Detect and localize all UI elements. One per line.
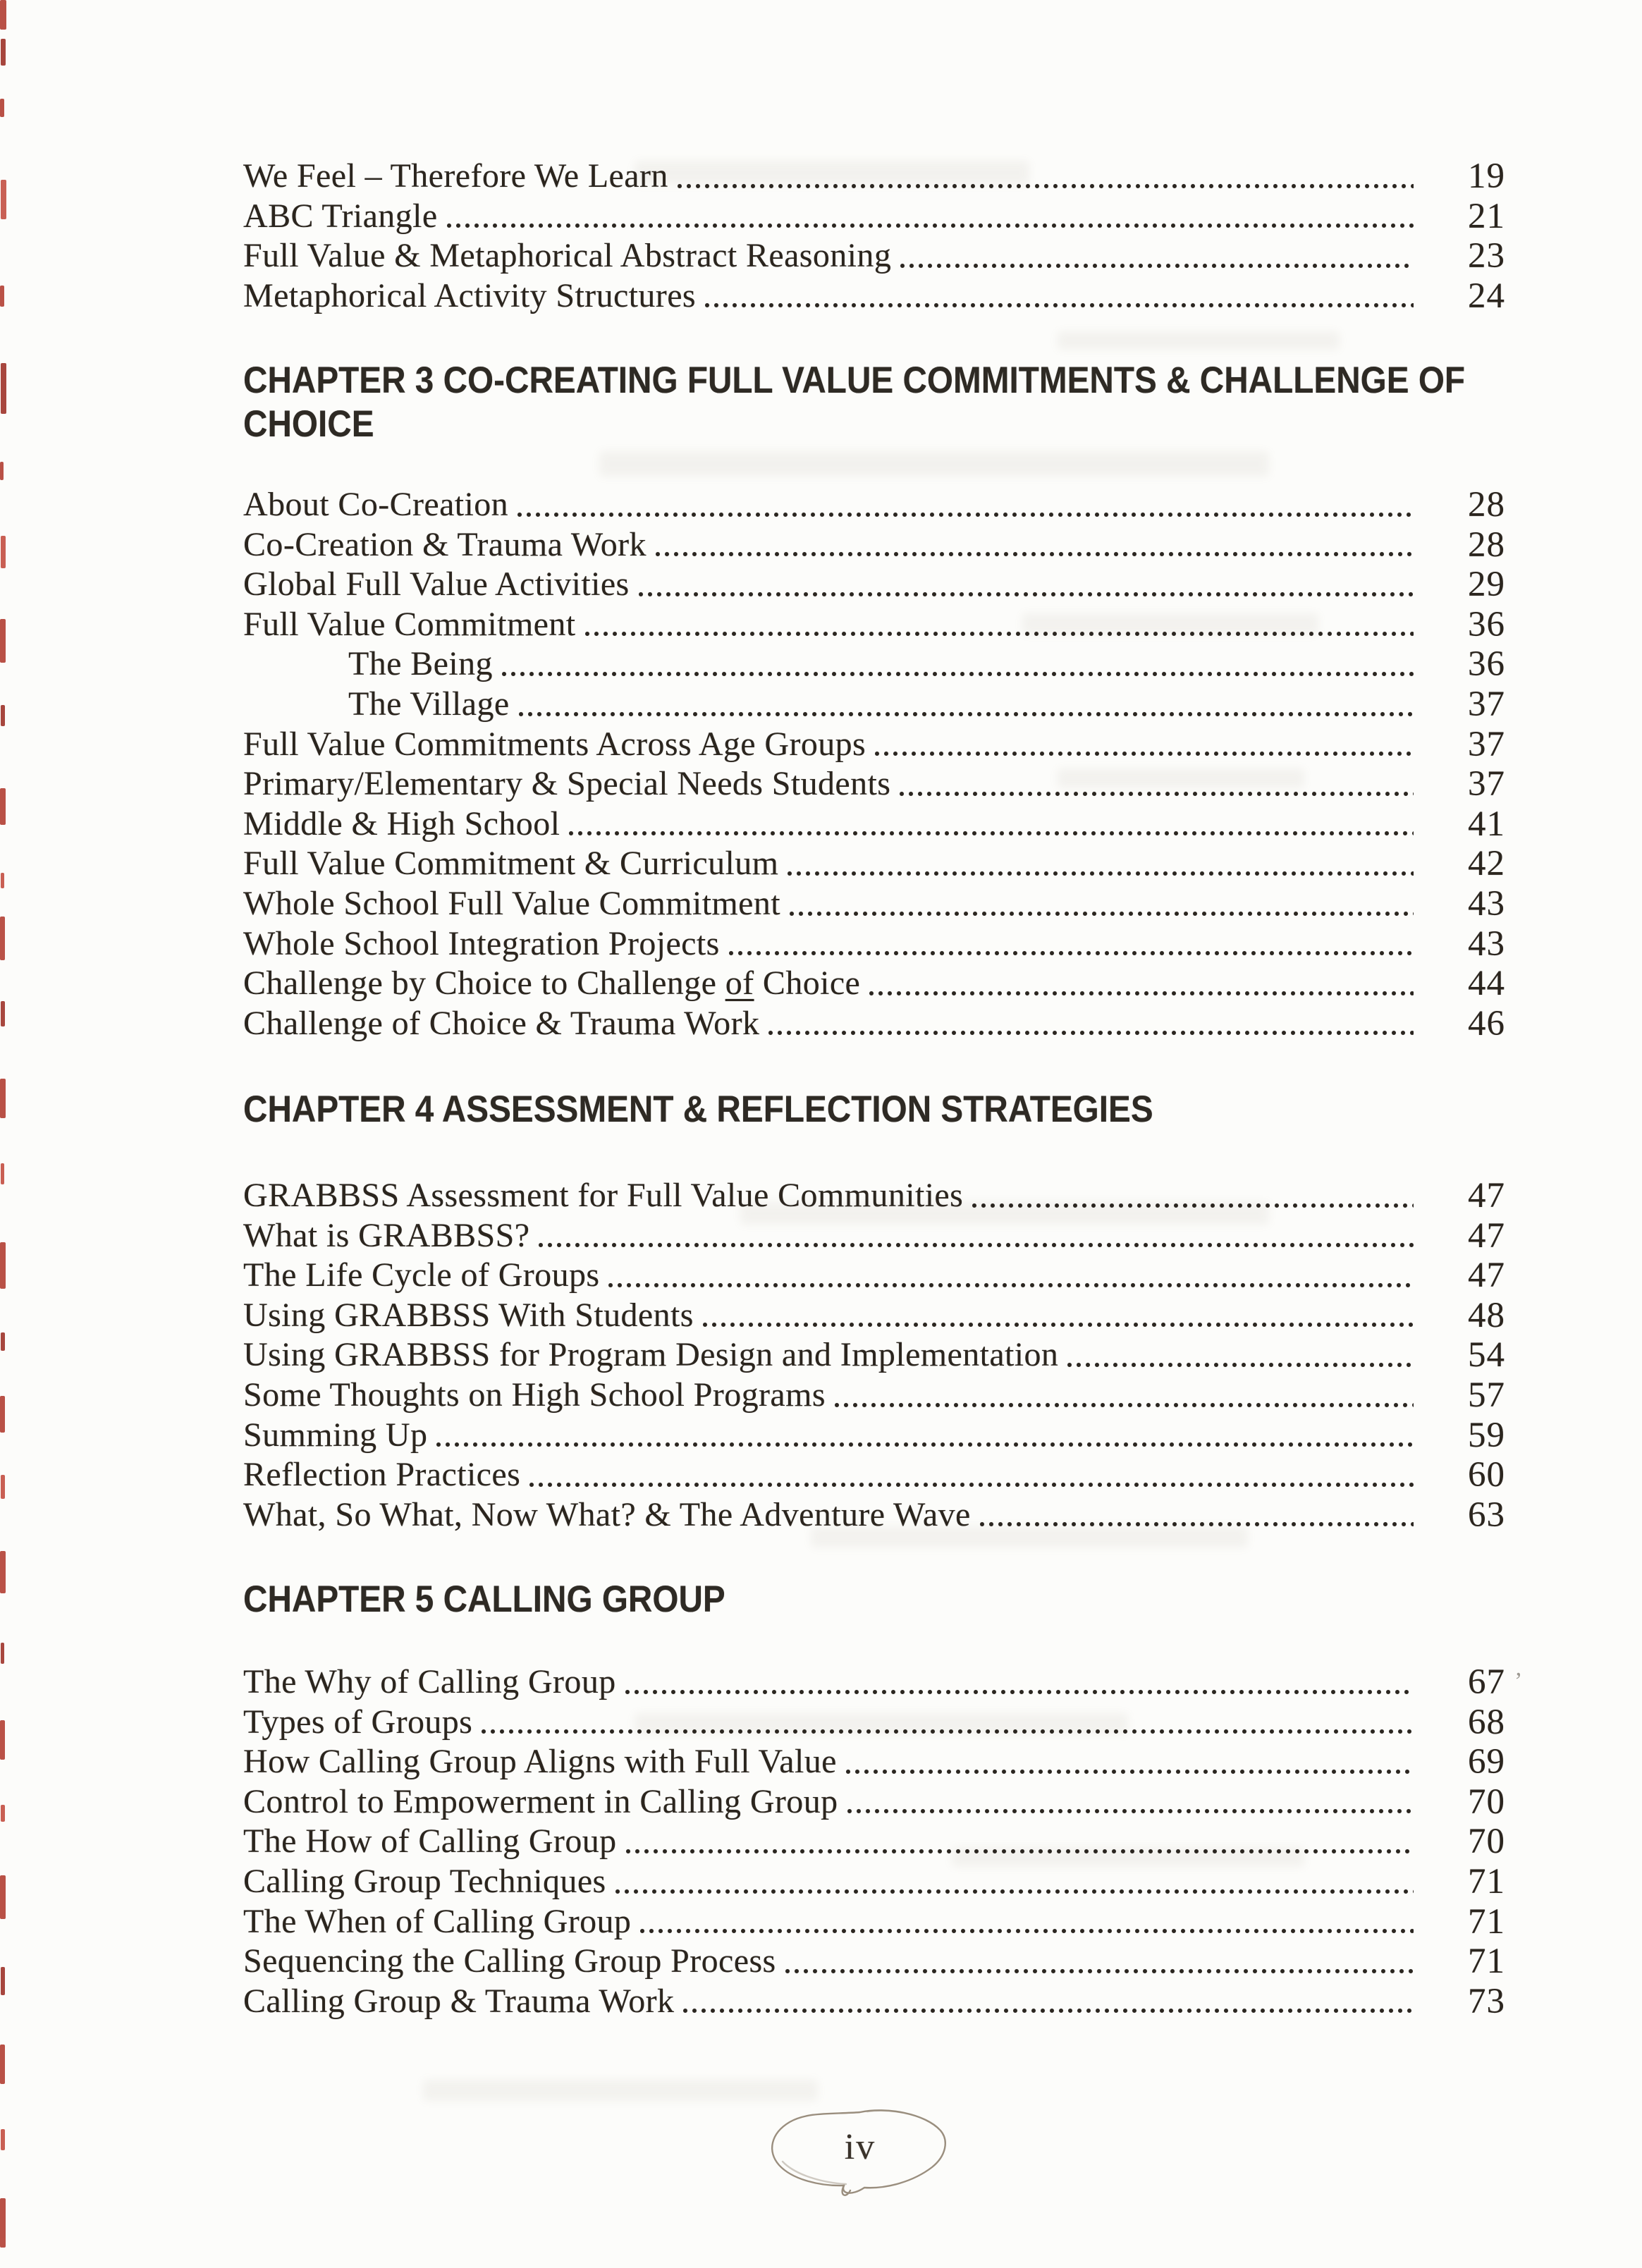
pen-tick-mark: ’ (1514, 1668, 1523, 1694)
toc-entry (243, 1416, 1505, 1456)
page-number: 59 (1468, 1415, 1505, 1455)
page-number: 63 (1468, 1495, 1505, 1535)
page-number: 28 (1468, 525, 1505, 565)
toc-entry (243, 1375, 1505, 1416)
chapter-heading-line: CHAPTER 4 ASSESSMENT & REFLECTION STRATEGIES (243, 1089, 1153, 1130)
toc-entry-label: Reflection Practices (243, 1456, 521, 1494)
dot-leader (837, 1742, 1429, 1782)
label-text: Challenge by Choice to Challenge (243, 964, 725, 1003)
toc-entry (243, 1004, 1505, 1044)
dot-leader (606, 1862, 1429, 1902)
toc-entry (243, 1335, 1505, 1375)
toc-entry-list (243, 1176, 1505, 1535)
page-number: 71 (1468, 1901, 1505, 1942)
page-number: 73 (1468, 1981, 1505, 2021)
page-number: 37 (1468, 724, 1505, 764)
toc-entry (243, 924, 1505, 964)
page-number: 57 (1468, 1375, 1505, 1415)
toc-entry (243, 964, 1505, 1004)
toc-entry-label: The How of Calling Group (243, 1822, 617, 1861)
underlined-word: of (725, 964, 754, 1003)
toc-entry (243, 1296, 1505, 1336)
dot-leader (890, 764, 1429, 804)
toc-entry (243, 605, 1505, 645)
dot-leader (472, 1703, 1429, 1743)
dot-leader (971, 1495, 1429, 1536)
page-number: 68 (1468, 1702, 1505, 1742)
page-number: 70 (1468, 1782, 1505, 1822)
toc-entry-label: Global Full Value Activities (243, 565, 630, 603)
toc-entry (243, 1782, 1505, 1822)
toc-entry (243, 1256, 1505, 1296)
toc-entry-label: The Life Cycle of Groups (243, 1256, 600, 1294)
page-number: 71 (1468, 1942, 1505, 1982)
toc-entry-label: The Being (348, 645, 493, 683)
toc-entry-label: Using GRABBSS for Program Design and Implementation (243, 1336, 1059, 1374)
dot-leader (630, 565, 1429, 605)
toc-entry-label: How Calling Group Aligns with Full Value (243, 1743, 837, 1781)
toc-entry-list (243, 485, 1505, 1043)
dot-leader (963, 1176, 1429, 1216)
dot-leader (696, 276, 1429, 317)
label-text: Choice (754, 964, 861, 1003)
toc-entry (243, 804, 1505, 845)
toc-entry (243, 1902, 1505, 1942)
toc-entry (243, 1942, 1505, 1982)
toc-entry (243, 565, 1505, 605)
page-number: 47 (1468, 1215, 1505, 1256)
bleedthrough-smudge (1058, 331, 1340, 350)
toc-entry-label: We Feel – Therefore We Learn (243, 157, 668, 195)
toc-entry-label: Sequencing the Calling Group Process (243, 1942, 776, 1980)
page-number: 21 (1468, 196, 1505, 236)
page-number: 41 (1468, 804, 1505, 844)
dot-leader (647, 525, 1429, 565)
toc-entry-label: Full Value Commitment & Curriculum (243, 845, 779, 883)
toc-entry-label: Summing Up (243, 1416, 428, 1454)
dot-leader (720, 924, 1429, 964)
toc-entry (243, 1703, 1505, 1743)
dot-leader (891, 236, 1429, 276)
chapter-heading-line: CHAPTER 5 CALLING GROUP (243, 1579, 725, 1620)
toc-entry-label: Co-Creation & Trauma Work (243, 525, 647, 563)
toc-entry-label: The Village (348, 685, 510, 723)
dot-leader (866, 725, 1429, 765)
toc-entry-list (243, 157, 1505, 316)
dot-leader (1058, 1335, 1429, 1375)
dot-leader (427, 1416, 1429, 1456)
page-number: 43 (1468, 883, 1505, 924)
dot-leader (560, 804, 1429, 845)
toc-entry (243, 157, 1505, 197)
dot-leader (668, 157, 1429, 197)
toc-entry-label: GRABBSS Assessment for Full Value Communities (243, 1177, 964, 1214)
page-number: 44 (1468, 964, 1505, 1004)
page-number: 70 (1468, 1822, 1505, 1862)
bleedthrough-smudge (423, 2080, 818, 2101)
toc-entry-label: Challenge of Choice & Trauma Work (243, 1004, 760, 1042)
toc-entry-label: ABC Triangle (243, 197, 438, 235)
dot-leader (616, 1662, 1429, 1703)
toc-entry-label: Types of Groups (243, 1703, 473, 1741)
page-number: 46 (1468, 1003, 1505, 1043)
dot-leader (493, 644, 1429, 685)
dot-leader (694, 1296, 1429, 1336)
toc-entry (243, 525, 1505, 565)
toc-entry (243, 197, 1505, 237)
dot-leader (576, 605, 1429, 645)
chapter-heading-line: CHAPTER 3 CO-CREATING FULL VALUE COMMITMENTS & CHALLENGE OF (243, 360, 1466, 401)
footer-folio (761, 2102, 959, 2201)
page-number: 19 (1468, 157, 1505, 196)
page-number: 71 (1468, 1861, 1505, 1901)
toc-entry (243, 725, 1505, 765)
page-number: 60 (1468, 1455, 1505, 1495)
toc-entry (243, 884, 1505, 924)
toc-entry-label: Calling Group & Trauma Work (243, 1982, 675, 2020)
toc-entry-label: Whole School Full Value Commitment (243, 884, 781, 922)
toc-entry (243, 1742, 1505, 1782)
toc-entry-label: Using GRABBSS With Students (243, 1296, 694, 1334)
toc-entry (243, 485, 1505, 525)
page-number: 47 (1468, 1256, 1505, 1296)
toc-entry-label: Metaphorical Activity Structures (243, 276, 696, 314)
dot-leader (759, 1004, 1429, 1044)
toc-entry-label: Full Value Commitment (243, 605, 576, 643)
dot-leader (778, 844, 1429, 884)
toc-entry (243, 236, 1505, 276)
toc-entry-label: Some Thoughts on High School Programs (243, 1375, 826, 1414)
toc-entry-label: Middle & High School (243, 804, 560, 842)
toc-entry-label: About Co-Creation (243, 486, 509, 523)
page-number: 37 (1468, 684, 1505, 724)
toc-entry (243, 644, 1505, 685)
toc-entry-label: Full Value Commitments Across Age Groups (243, 725, 866, 763)
dot-leader (438, 197, 1429, 237)
page-number: 48 (1468, 1295, 1505, 1335)
bleedthrough-smudge (599, 451, 1269, 477)
dot-leader (617, 1822, 1429, 1862)
page-number: 42 (1468, 844, 1505, 884)
dot-leader (599, 1256, 1429, 1296)
toc-entry (243, 1822, 1505, 1862)
toc-entry-label: Primary/Elementary & Special Needs Students (243, 765, 891, 803)
toc-entry (243, 685, 1505, 725)
toc-entry-label: The Why of Calling Group (243, 1663, 616, 1700)
page-number: 69 (1468, 1742, 1505, 1782)
toc-entry (243, 1662, 1505, 1703)
page-number: 36 (1468, 604, 1505, 644)
chapter-heading (243, 359, 1505, 446)
page-number: 54 (1468, 1335, 1505, 1375)
toc-entry (243, 844, 1505, 884)
chapter-heading-line: CHOICE (243, 403, 374, 445)
page-number: 24 (1468, 276, 1505, 316)
dot-leader (860, 964, 1429, 1004)
chapter-heading (243, 1578, 1505, 1622)
page-number: 29 (1468, 565, 1505, 605)
toc-entry-label: Full Value & Metaphorical Abstract Reasoning (243, 237, 892, 275)
page-number: 36 (1468, 644, 1505, 685)
dot-leader (674, 1982, 1429, 2022)
toc-entry-label: Whole School Integration Projects (243, 924, 720, 962)
toc-entry-label: The When of Calling Group (243, 1902, 632, 1940)
footer-page-number: iv (844, 2127, 876, 2167)
dot-leader (826, 1375, 1429, 1416)
dot-leader (631, 1902, 1429, 1942)
toc-entry-label: Calling Group Techniques (243, 1862, 606, 1900)
toc-entry-label (243, 964, 860, 1004)
toc-entry (243, 1862, 1505, 1902)
toc-entry (243, 1176, 1505, 1216)
dot-leader (776, 1942, 1429, 1982)
dot-leader (838, 1782, 1429, 1822)
dot-leader (508, 485, 1429, 525)
toc-entry (243, 1216, 1505, 1256)
toc-entry-list (243, 1662, 1505, 2021)
toc-entry (243, 1455, 1505, 1495)
page-number: 37 (1468, 764, 1505, 804)
toc-entry-label: Control to Empowerment in Calling Group (243, 1782, 838, 1820)
page-number: 28 (1468, 485, 1505, 525)
toc-entry-label: What is GRABBSS? (243, 1216, 530, 1254)
dot-leader (510, 685, 1429, 725)
page-number: 47 (1468, 1176, 1505, 1215)
page-number: 23 (1468, 236, 1505, 276)
page-number: 67 (1468, 1662, 1505, 1702)
toc-entry (243, 1982, 1505, 2022)
dot-leader (529, 1216, 1429, 1256)
toc-entry-label: What, So What, Now What? & The Adventure Wave (243, 1495, 971, 1533)
page-number: 43 (1468, 924, 1505, 964)
toc-entry (243, 276, 1505, 317)
toc-entry (243, 764, 1505, 804)
chapter-heading (243, 1088, 1505, 1132)
red-edge-artifact (0, 0, 10, 2268)
dot-leader (780, 884, 1429, 924)
dot-leader (520, 1455, 1429, 1495)
toc-entry (243, 1495, 1505, 1536)
